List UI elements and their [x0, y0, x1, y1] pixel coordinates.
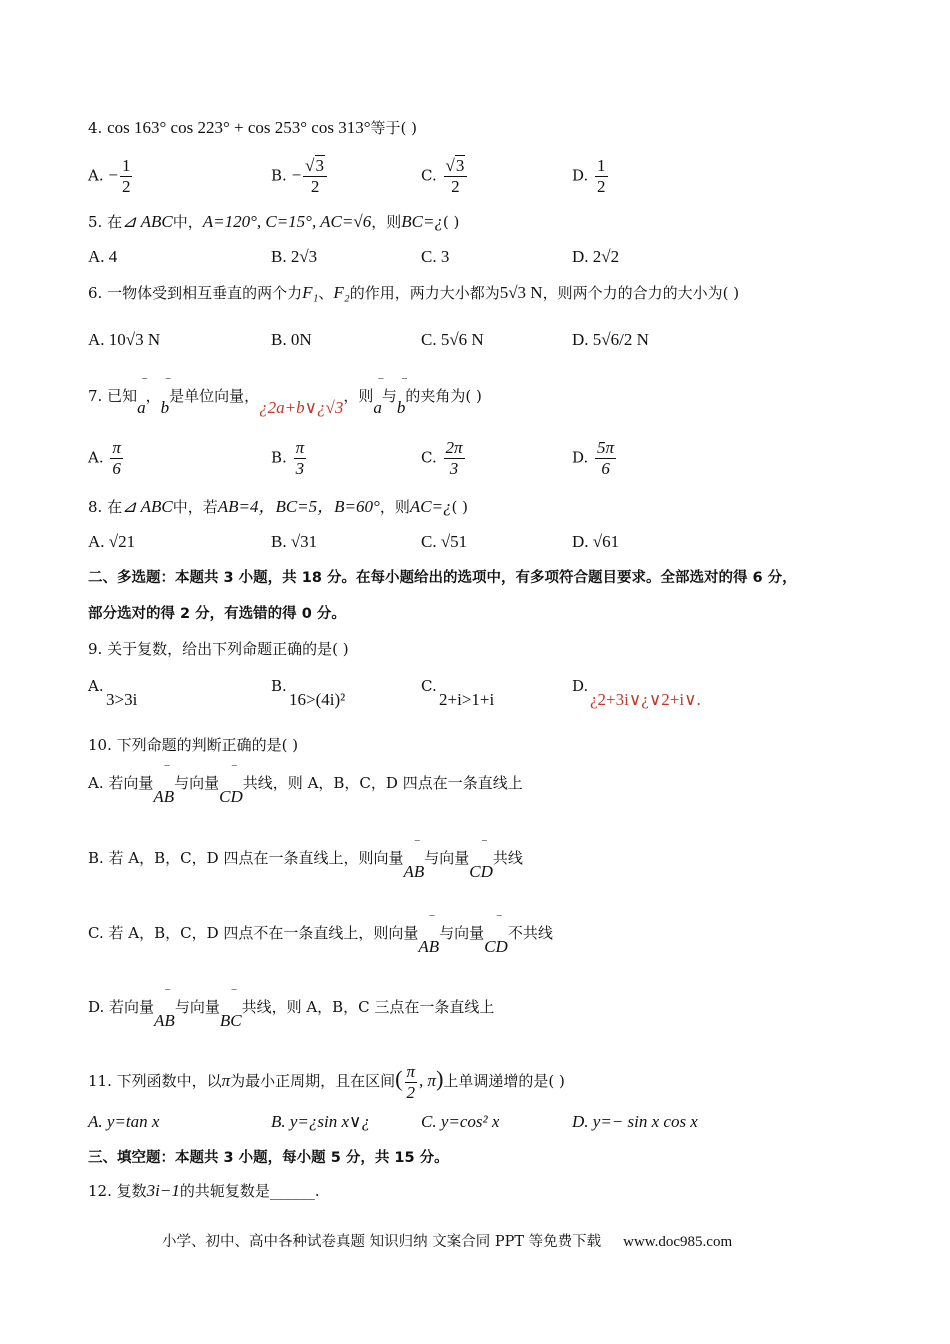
q9-option-a: A. 3>3i: [88, 677, 138, 709]
q11-option-b: B. y=¿sin x∨¿: [271, 1112, 370, 1131]
q10-option-d: D. 若向量 ¯ AB与向量 ¯ BC共线，则 A，B，C 三点在一条直线上: [88, 989, 495, 1030]
q8-option-c: C. √51: [421, 532, 468, 551]
q5-option-c: C. 3: [421, 247, 450, 266]
q6-option-a: A. 10√3 N: [88, 330, 161, 349]
q4-option-d: D. $\frac{1}{2}$: [572, 156, 606, 196]
q4-stem: [88, 118, 417, 138]
q5-option-d: D. 2√2: [572, 247, 620, 266]
q9-option-d: D. ¿2+3i∨¿∨2+i∨.: [572, 677, 701, 709]
triangle-symbol: ⊿ ABC: [122, 212, 173, 231]
q9-option-c: C. 2+i>1+i: [421, 677, 495, 709]
q4-option-a: A. − $\frac{1}{2}$: [88, 156, 131, 196]
section3-heading: 三、填空题：本题共 3 小题，每小题 5 分，共 15 分。: [88, 1150, 449, 1166]
q7-option-d: D. $\frac{5\pi}{6}$: [572, 438, 615, 478]
q6-stem: 6. 一物体受到相互垂直的两个力F₁、F₂的作用，两力大小都为5√3 N，则两个力的合力的大小为( ): [88, 283, 740, 302]
q5-stem: 5. 在⊿ ABC中，A=120°, C=15°, AC=√6，则BC=¿( ): [88, 212, 460, 231]
q6-option-b: B. 0N: [271, 330, 312, 349]
q10-option-a: A. 若向量 ¯ AB与向量 ¯ CD共线，则 A，B，C，D 四点在一条直线上: [88, 765, 523, 806]
q7-option-a: A. $\frac{\pi}{6}$: [88, 438, 121, 478]
q10-option-c: C. 若 A，B，C，D 四点不在一条直线上，则向量 ¯ AB与向量 ¯ CD不共线: [88, 915, 553, 956]
vector-b: ¯ b: [160, 378, 170, 417]
q9-option-b: B. 16>(4i)²: [271, 677, 346, 709]
footer-text: 小学、初中、高中各种试卷真题 知识归纳 文案合同 PPT 等免费下载: [162, 1234, 602, 1250]
q4-expression: cos 163° cos 223° + cos 253° cos 313°: [107, 118, 371, 137]
page-footer: [162, 1230, 732, 1251]
q7-option-c: C. $\frac{2\pi}{3}$: [421, 438, 463, 478]
q10-option-b: B. 若 A，B，C，D 四点在一条直线上，则向量 ¯ AB与向量 ¯ CD共线: [88, 840, 523, 881]
q10-stem: 10. 下列命题的判断正确的是( ): [88, 736, 299, 754]
q4-option-b: B. − $\frac{√3}{2}$: [271, 156, 329, 197]
q11-option-c: C. y=cos² x: [421, 1112, 500, 1131]
q4-suffix: 等于( ): [370, 119, 418, 137]
q11-option-d: D. y=− sin x cos x: [572, 1112, 698, 1131]
footer-link[interactable]: www.doc985.com: [623, 1234, 733, 1250]
q7-condition: ¿2a+b∨¿√3: [259, 398, 344, 417]
q11-option-a: A. y=tan x: [88, 1112, 160, 1131]
section2-heading-cont: 部分选对的得 2 分，有选错的得 0 分。: [88, 606, 346, 622]
q6-option-c: C. 5√6 N: [421, 330, 484, 349]
q6-option-d: D. 5√6/2 N: [572, 330, 649, 349]
q5-option-b: B. 2√3: [271, 247, 318, 266]
q8-option-b: B. √31: [271, 532, 318, 551]
section2-heading: 二、多选题：本题共 3 小题，共 18 分。在每小题给出的选项中，有多项符合题目要求。全部选对的得 6 分，: [88, 570, 797, 586]
q11-stem: 11. 下列函数中，以π为最小正周期，且在区间( $\frac{\pi}{2}$ , π)上单调递增的是( ): [88, 1062, 565, 1102]
q9-stem: 9. 关于复数，给出下列命题正确的是( ): [88, 640, 349, 658]
q5-option-a: A. 4: [88, 247, 118, 266]
vector-a: ¯ a: [137, 378, 147, 417]
q8-option-d: D. √61: [572, 532, 620, 551]
q12-expression: 3i−1: [146, 1181, 180, 1200]
q8-stem: 8. 在⊿ ABC中，若AB=4，BC=5，B=60°，则AC=¿( ): [88, 497, 469, 516]
q8-option-a: A. √21: [88, 532, 136, 551]
q7-option-b: B. $\frac{\pi}{3}$: [271, 438, 305, 478]
q4-option-c: C. $\frac{√3}{2}$: [421, 156, 469, 197]
q12-stem: 12. 复数3i−1的共轭复数是______.: [88, 1181, 320, 1200]
q7-stem: 7. 已知 ¯ a， ¯ b是单位向量，¿2a+b∨¿√3，则 ¯ a与 ¯ b的夹角为( ): [88, 378, 482, 417]
q4-number: 4.: [88, 119, 108, 137]
